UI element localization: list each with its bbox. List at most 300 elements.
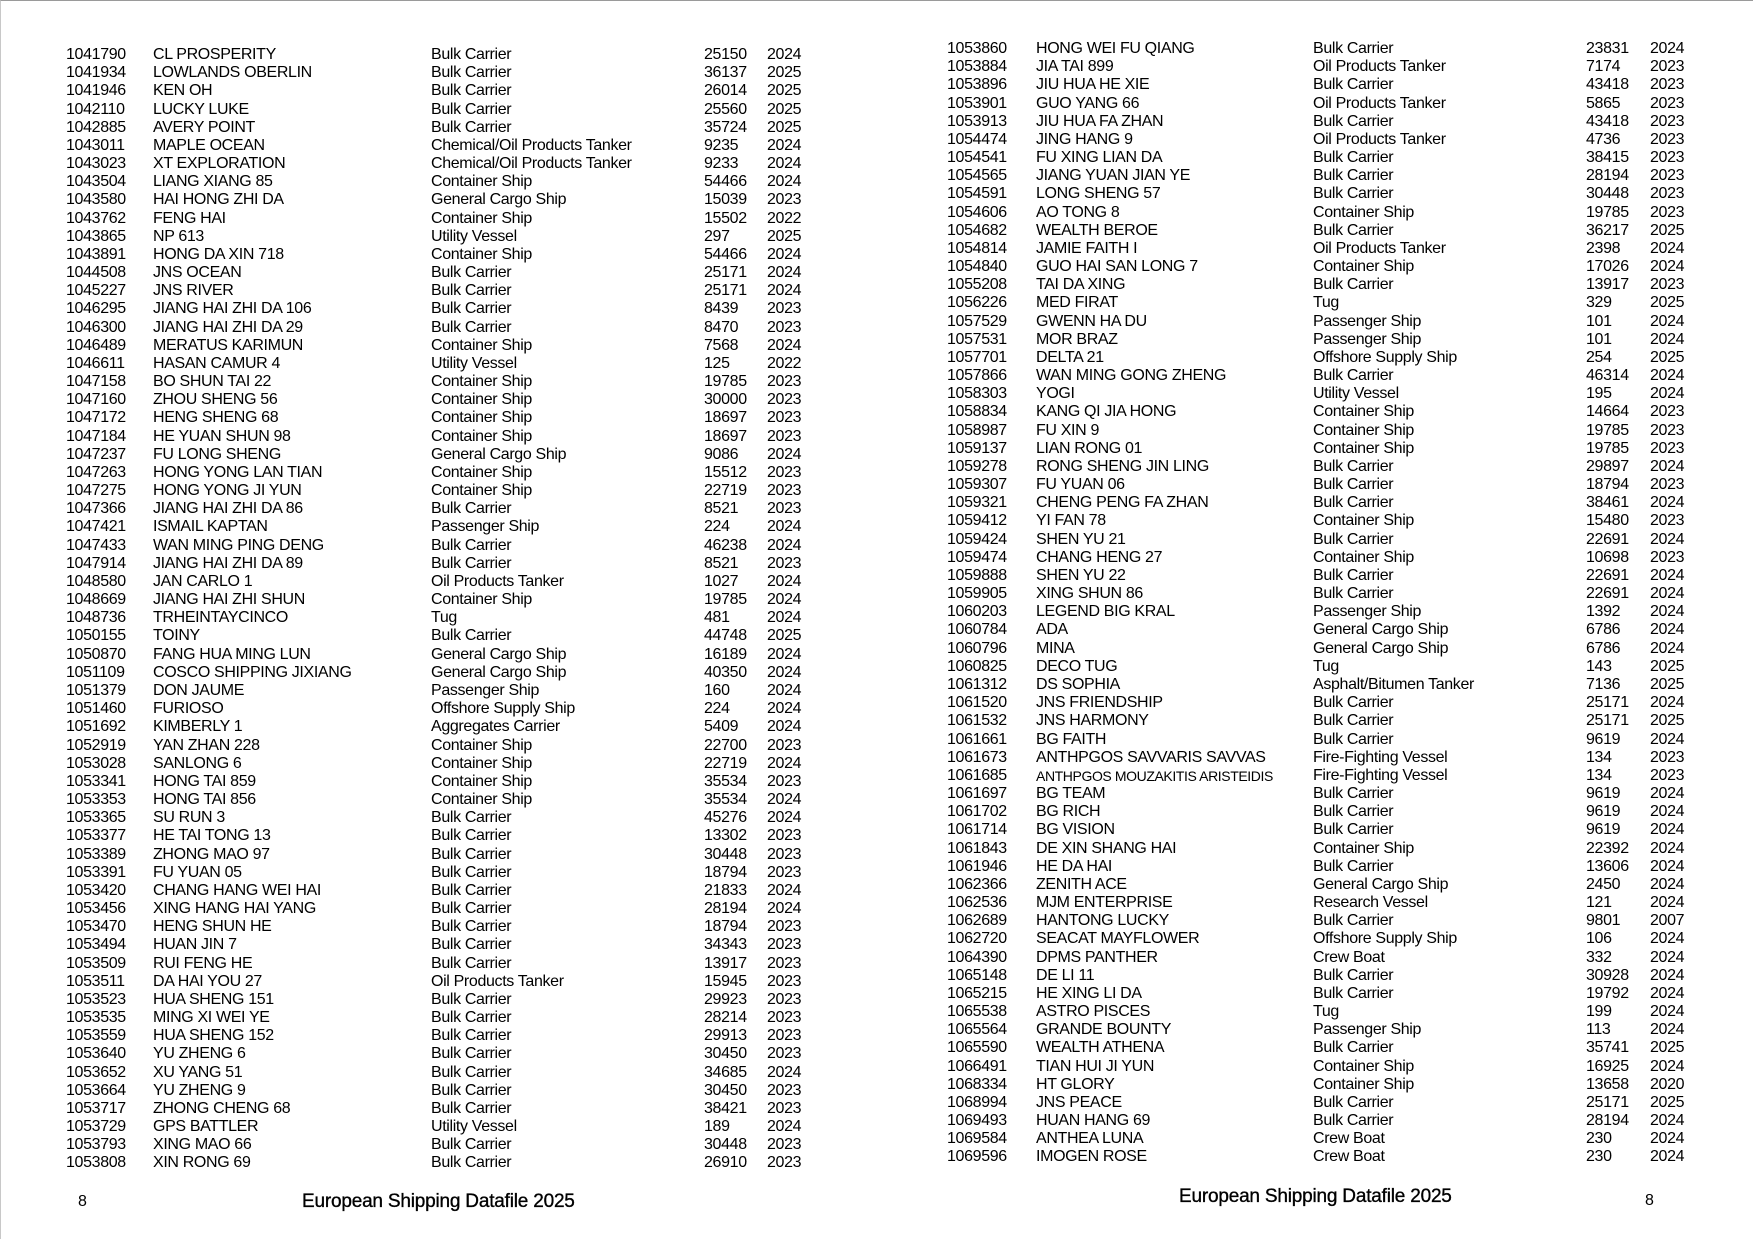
- year-built: 2020: [1650, 1075, 1685, 1093]
- year-built: 2024: [767, 700, 802, 718]
- vessel-name: FU LONG SHENG: [153, 445, 281, 463]
- year-built: 2024: [767, 264, 802, 281]
- vessel-type: Bulk Carrier: [1313, 112, 1394, 130]
- gross-tonnage: 189: [704, 1118, 730, 1135]
- table-row: [0, 737, 877, 755]
- year-built: 2023: [767, 300, 802, 318]
- vessel-id: 1059137: [947, 439, 1007, 457]
- year-built: 2024: [1650, 730, 1685, 748]
- gross-tonnage: 329: [1586, 294, 1612, 312]
- table-row: [0, 918, 877, 936]
- table-row: [0, 755, 877, 773]
- gross-tonnage: 13917: [1586, 276, 1629, 294]
- gross-tonnage: 14664: [1586, 403, 1629, 421]
- year-built: 2023: [767, 845, 802, 863]
- vessel-name: CHANG HANG WEI HAI: [153, 881, 321, 899]
- gross-tonnage: 13917: [704, 954, 747, 972]
- table-row: [877, 76, 1754, 94]
- vessel-name: MINA: [1036, 639, 1075, 657]
- table-row: [0, 991, 877, 1009]
- vessel-name: BG VISION: [1036, 821, 1115, 839]
- year-built: 2024: [1650, 1112, 1685, 1129]
- vessel-id: 1068334: [947, 1075, 1007, 1093]
- year-built: 2025: [767, 100, 802, 118]
- table-row: [877, 658, 1754, 676]
- year-built: 2024: [1650, 312, 1685, 330]
- gross-tonnage: 25150: [704, 46, 747, 63]
- vessel-name: JIANG HAI ZHI DA 89: [153, 554, 303, 572]
- vessel-type: Bulk Carrier: [431, 536, 512, 554]
- vessel-name: ZHONG MAO 97: [153, 845, 270, 863]
- vessel-id: 1061697: [947, 785, 1007, 802]
- table-row: [0, 537, 877, 555]
- vessel-name: WEALTH ATHENA: [1036, 1039, 1165, 1057]
- year-built: 2024: [767, 718, 802, 736]
- vessel-type: Bulk Carrier: [1313, 821, 1394, 839]
- vessel-id: 1046295: [66, 300, 126, 318]
- vessel-name: TRHEINTAYCINCO: [153, 609, 288, 627]
- vessel-id: 1051109: [66, 663, 125, 681]
- vessel-name: CL PROSPERITY: [153, 46, 276, 63]
- vessel-type: Asphalt/Bitumen Tanker: [1313, 676, 1474, 693]
- gross-tonnage: 19785: [704, 373, 747, 391]
- table-row: [0, 1027, 877, 1045]
- vessel-name: JIA TAI 899: [1036, 58, 1114, 76]
- vessel-type: Bulk Carrier: [431, 1027, 512, 1045]
- vessel-type: Bulk Carrier: [1313, 185, 1394, 203]
- vessel-id: 1061685: [947, 766, 1007, 784]
- vessel-id: 1053494: [66, 936, 126, 954]
- vessel-name: LUCKY LUKE: [153, 100, 249, 118]
- vessel-name: JIANG HAI ZHI SHUN: [153, 591, 305, 609]
- vessel-name: SHEN YU 22: [1036, 566, 1126, 584]
- vessel-type: Container Ship: [1313, 258, 1414, 275]
- vessel-id: 1053470: [66, 918, 126, 936]
- vessel-type: Bulk Carrier: [1313, 494, 1394, 512]
- vessel-type: General Cargo Ship: [431, 663, 567, 681]
- vessel-id: 1054474: [947, 130, 1007, 148]
- vessel-id: 1053456: [66, 900, 126, 917]
- vessel-type: Bulk Carrier: [431, 282, 512, 300]
- vessel-name: IMOGEN ROSE: [1036, 1148, 1147, 1166]
- table-row: [0, 137, 877, 155]
- year-built: 2022: [767, 209, 802, 227]
- gross-tonnage: 13302: [704, 827, 747, 845]
- gross-tonnage: 2450: [1586, 875, 1621, 893]
- table-row: [877, 113, 1754, 131]
- gross-tonnage: 40350: [704, 663, 747, 681]
- table-row: [877, 694, 1754, 712]
- vessel-id: 1053901: [947, 94, 1007, 112]
- vessel-type: Offshore Supply Ship: [1313, 930, 1457, 948]
- vessel-id: 1044508: [66, 264, 126, 281]
- vessel-id: 1066491: [947, 1057, 1007, 1075]
- gross-tonnage: 18794: [704, 863, 747, 881]
- gross-tonnage: 44748: [704, 627, 747, 645]
- vessel-name: GUO YANG 66: [1036, 94, 1140, 112]
- table-row: [877, 585, 1754, 603]
- year-built: 2024: [767, 536, 802, 554]
- year-built: 2023: [767, 500, 802, 518]
- vessel-name: RONG SHENG JIN LING: [1036, 457, 1209, 475]
- vessel-id: 1053377: [66, 827, 126, 845]
- gross-tonnage: 25171: [1586, 694, 1629, 712]
- year-built: 2024: [1650, 785, 1685, 802]
- vessel-name: GWENN HA DU: [1036, 312, 1147, 330]
- vessel-id: 1054541: [947, 149, 1007, 166]
- year-built: 2023: [767, 936, 802, 954]
- vessel-type: Container Ship: [1313, 439, 1414, 457]
- year-built: 2024: [767, 682, 802, 699]
- table-row: [0, 246, 877, 264]
- year-built: 2023: [1650, 766, 1685, 784]
- year-built: 2024: [1650, 1148, 1685, 1166]
- vessel-id: 1042110: [66, 100, 125, 118]
- vessel-name: DECO TUG: [1036, 657, 1118, 675]
- year-built: 2023: [1650, 112, 1685, 130]
- vessel-name: JIU HUA FA ZHAN: [1036, 112, 1164, 130]
- gross-tonnage: 26014: [704, 82, 747, 100]
- table-row: [877, 1021, 1754, 1039]
- gross-tonnage: 45276: [704, 809, 747, 827]
- year-built: 2024: [1650, 494, 1685, 512]
- vessel-id: 1054814: [947, 239, 1007, 257]
- gross-tonnage: 15039: [704, 191, 747, 209]
- year-built: 2024: [1650, 821, 1685, 839]
- vessel-type: Bulk Carrier: [1313, 221, 1394, 239]
- vessel-id: 1054591: [947, 185, 1007, 203]
- table-row: [877, 367, 1754, 385]
- vessel-type: Passenger Ship: [431, 518, 540, 536]
- table-row: [0, 464, 877, 482]
- gross-tonnage: 22719: [704, 482, 747, 500]
- table-row: [0, 101, 877, 119]
- vessel-id: 1048669: [66, 591, 126, 609]
- vessel-name: JIANG HAI ZHI DA 29: [153, 318, 303, 336]
- table-row: [0, 82, 877, 100]
- table-row: [0, 1154, 877, 1172]
- gross-tonnage: 28194: [704, 900, 747, 917]
- table-row: [0, 446, 877, 464]
- vessel-type: Oil Products Tanker: [1313, 130, 1446, 148]
- vessel-id: 1054682: [947, 221, 1007, 239]
- vessel-id: 1069493: [947, 1112, 1007, 1129]
- year-built: 2024: [767, 1118, 802, 1135]
- vessel-id: 1047184: [66, 427, 126, 445]
- vessel-id: 1056226: [947, 294, 1007, 312]
- year-built: 2023: [1650, 403, 1685, 421]
- vessel-id: 1042885: [66, 118, 126, 136]
- vessel-type: Passenger Ship: [1313, 312, 1422, 330]
- year-built: 2024: [1650, 258, 1685, 275]
- gross-tonnage: 16925: [1586, 1057, 1629, 1075]
- vessel-id: 1058987: [947, 421, 1007, 439]
- year-built: 2025: [767, 227, 802, 245]
- gross-tonnage: 17026: [1586, 258, 1629, 275]
- gross-tonnage: 4736: [1586, 130, 1621, 148]
- vessel-name: HENG SHENG 68: [153, 409, 279, 427]
- vessel-type: Container Ship: [431, 791, 532, 808]
- vessel-name: SEACAT MAYFLOWER: [1036, 930, 1200, 948]
- gross-tonnage: 9801: [1586, 912, 1621, 930]
- vessel-name: ZHOU SHENG 56: [153, 391, 278, 409]
- table-row: [877, 876, 1754, 894]
- gross-tonnage: 13606: [1586, 857, 1629, 875]
- vessel-type: Bulk Carrier: [431, 1045, 512, 1063]
- vessel-name: COSCO SHIPPING JIXIANG: [153, 663, 352, 681]
- vessel-name: BG RICH: [1036, 803, 1101, 821]
- vessel-id: 1065564: [947, 1021, 1007, 1039]
- vessel-id: 1047263: [66, 463, 126, 481]
- vessel-id: 1053509: [66, 954, 126, 972]
- year-built: 2023: [767, 1154, 802, 1172]
- year-built: 2024: [1650, 566, 1685, 584]
- gross-tonnage: 9235: [704, 136, 739, 154]
- vessel-type: Container Ship: [431, 209, 532, 227]
- gross-tonnage: 15480: [1586, 512, 1629, 530]
- vessel-type: Bulk Carrier: [431, 827, 512, 845]
- gross-tonnage: 43418: [1586, 76, 1629, 94]
- table-row: [0, 1009, 877, 1027]
- vessel-type: Container Ship: [431, 463, 532, 481]
- vessel-name: XIN RONG 69: [153, 1154, 251, 1172]
- vessel-type: Bulk Carrier: [431, 46, 512, 63]
- year-built: 2023: [767, 1081, 802, 1099]
- vessel-type: Chemical/Oil Products Tanker: [431, 136, 632, 154]
- vessel-type: Offshore Supply Ship: [431, 700, 575, 718]
- year-built: 2023: [767, 482, 802, 500]
- year-built: 2024: [1650, 367, 1685, 385]
- vessel-name: JIANG YUAN JIAN YE: [1036, 167, 1191, 185]
- gross-tonnage: 199: [1586, 1003, 1612, 1020]
- table-row: [877, 258, 1754, 276]
- vessel-id: 1060203: [947, 603, 1007, 621]
- year-built: 2024: [767, 282, 802, 300]
- table-row: [877, 385, 1754, 403]
- table-row: [0, 518, 877, 536]
- table-row: [0, 864, 877, 882]
- vessel-id: 1053365: [66, 809, 126, 827]
- gross-tonnage: 9619: [1586, 803, 1621, 821]
- vessel-type: Bulk Carrier: [431, 100, 512, 118]
- vessel-type: Bulk Carrier: [1313, 476, 1394, 494]
- year-built: 2023: [1650, 203, 1685, 221]
- vessel-id: 1053353: [66, 791, 126, 808]
- vessel-id: 1048736: [66, 609, 126, 627]
- year-built: 2024: [1650, 621, 1685, 639]
- gross-tonnage: 297: [704, 227, 730, 245]
- table-row: [877, 313, 1754, 331]
- table-row: [0, 119, 877, 137]
- table-row: [877, 95, 1754, 113]
- vessel-name: ADA: [1036, 621, 1068, 639]
- vessel-id: 1064390: [947, 948, 1007, 966]
- gross-tonnage: 134: [1586, 748, 1612, 766]
- vessel-name: KANG QI JIA HONG: [1036, 403, 1177, 421]
- table-row: [0, 191, 877, 209]
- year-built: 2024: [1650, 639, 1685, 657]
- vessel-id: 1053559: [66, 1027, 126, 1045]
- vessel-name: JIANG HAI ZHI DA 106: [153, 300, 312, 318]
- table-row: [877, 1094, 1754, 1112]
- vessel-type: Bulk Carrier: [431, 1063, 512, 1081]
- vessel-type: Container Ship: [1313, 548, 1414, 566]
- vessel-type: Bulk Carrier: [1313, 803, 1394, 821]
- vessel-type: Passenger Ship: [431, 682, 540, 699]
- table-row: [0, 827, 877, 845]
- gross-tonnage: 224: [704, 518, 730, 536]
- vessel-id: 1065590: [947, 1039, 1007, 1057]
- vessel-type: General Cargo Ship: [431, 445, 567, 463]
- gross-tonnage: 22691: [1586, 585, 1629, 603]
- vessel-type: Aggregates Carrier: [431, 718, 560, 736]
- vessel-type: Bulk Carrier: [1313, 694, 1394, 712]
- vessel-type: Bulk Carrier: [431, 118, 512, 136]
- vessel-type: Container Ship: [431, 173, 532, 191]
- vessel-type: Oil Products Tanker: [1313, 239, 1446, 257]
- table-row: [877, 40, 1754, 58]
- gross-tonnage: 19785: [704, 591, 747, 609]
- vessel-type: Oil Products Tanker: [431, 572, 564, 590]
- gross-tonnage: 254: [1586, 348, 1612, 366]
- gross-tonnage: 54466: [704, 173, 747, 191]
- vessel-id: 1053420: [66, 881, 126, 899]
- year-built: 2024: [767, 336, 802, 354]
- vessel-type: Bulk Carrier: [431, 500, 512, 518]
- year-built: 2025: [1650, 221, 1685, 239]
- vessel-type: Container Ship: [1313, 512, 1414, 530]
- gross-tonnage: 22392: [1586, 839, 1629, 857]
- year-built: 2024: [1650, 839, 1685, 857]
- year-built: 2024: [1650, 930, 1685, 948]
- gross-tonnage: 18794: [1586, 476, 1629, 494]
- vessel-type: Bulk Carrier: [1313, 857, 1394, 875]
- vessel-name: NP 613: [153, 227, 204, 245]
- gross-tonnage: 230: [1586, 1130, 1612, 1148]
- gross-tonnage: 28194: [1586, 1112, 1629, 1129]
- table-row: [0, 700, 877, 718]
- vessel-name: ANTHPGOS SAVVARIS SAVVAS: [1036, 748, 1266, 766]
- vessel-name: FU XIN 9: [1036, 421, 1099, 439]
- vessel-name: XT EXPLORATION: [153, 155, 286, 172]
- table-row: [877, 240, 1754, 258]
- vessel-type: Crew Boat: [1313, 1130, 1385, 1148]
- year-built: 2024: [767, 572, 802, 590]
- vessel-name: GUO HAI SAN LONG 7: [1036, 258, 1198, 275]
- year-built: 2024: [1650, 966, 1685, 984]
- vessel-id: 1043504: [66, 173, 126, 191]
- vessel-id: 1043580: [66, 191, 126, 209]
- gross-tonnage: 6786: [1586, 621, 1621, 639]
- vessel-type: Bulk Carrier: [1313, 530, 1394, 548]
- vessel-type: Bulk Carrier: [431, 809, 512, 827]
- year-built: 2023: [1650, 58, 1685, 76]
- table-row: [877, 840, 1754, 858]
- vessel-name: MED FIRAT: [1036, 294, 1118, 312]
- vessel-id: 1053535: [66, 1009, 126, 1026]
- vessel-type: Bulk Carrier: [1313, 149, 1394, 166]
- table-row: [0, 482, 877, 500]
- gross-tonnage: 22691: [1586, 530, 1629, 548]
- vessel-name: HE XING LI DA: [1036, 984, 1142, 1002]
- vessel-id: 1060825: [947, 657, 1007, 675]
- gross-tonnage: 38415: [1586, 149, 1629, 166]
- year-built: 2024: [767, 591, 802, 609]
- year-built: 2024: [1650, 330, 1685, 348]
- vessel-type: Bulk Carrier: [431, 936, 512, 954]
- vessel-type: Container Ship: [431, 391, 532, 409]
- gross-tonnage: 143: [1586, 657, 1612, 675]
- table-row: [0, 846, 877, 864]
- table-row: [877, 440, 1754, 458]
- table-row: [877, 676, 1754, 694]
- table-row: [0, 173, 877, 191]
- year-built: 2023: [1650, 512, 1685, 530]
- vessel-type: Fire-Fighting Vessel: [1313, 748, 1448, 766]
- gross-tonnage: 195: [1586, 385, 1612, 403]
- table-row: [877, 985, 1754, 1003]
- year-built: 2024: [1650, 875, 1685, 893]
- vessel-type: Container Ship: [431, 482, 532, 500]
- vessel-id: 1053664: [66, 1081, 126, 1099]
- vessel-id: 1047160: [66, 391, 126, 409]
- vessel-type: Bulk Carrier: [431, 863, 512, 881]
- table-row: [0, 337, 877, 355]
- vessel-type: Bulk Carrier: [431, 954, 512, 972]
- gross-tonnage: 28194: [1586, 167, 1629, 185]
- vessel-name: BO SHUN TAI 22: [153, 373, 272, 391]
- table-row: [0, 155, 877, 173]
- vessel-name: JIANG HAI ZHI DA 86: [153, 500, 303, 518]
- vessel-type: Bulk Carrier: [1313, 76, 1394, 94]
- table-row: [877, 1039, 1754, 1057]
- vessel-id: 1045227: [66, 282, 126, 300]
- gross-tonnage: 54466: [704, 245, 747, 263]
- vessel-name: HONG TAI 859: [153, 772, 256, 790]
- table-row: [877, 640, 1754, 658]
- footer-title: European Shipping Datafile 2025: [1179, 1186, 1452, 1207]
- vessel-name: JAN CARLO 1: [153, 572, 253, 590]
- year-built: 2025: [1650, 1093, 1685, 1111]
- vessel-id: 1058303: [947, 385, 1007, 403]
- vessel-type: Bulk Carrier: [1313, 785, 1394, 802]
- vessel-type: Passenger Ship: [1313, 1021, 1422, 1039]
- vessel-type: Bulk Carrier: [431, 900, 512, 917]
- vessel-id: 1057866: [947, 367, 1007, 385]
- table-row: [0, 718, 877, 736]
- table-row: [0, 210, 877, 228]
- vessel-name: TOINY: [153, 627, 200, 645]
- vessel-id: 1059321: [947, 494, 1007, 512]
- vessel-type: Crew Boat: [1313, 948, 1385, 966]
- vessel-type: General Cargo Ship: [1313, 875, 1449, 893]
- year-built: 2024: [767, 791, 802, 808]
- vessel-name: DELTA 21: [1036, 348, 1104, 366]
- vessel-name: HE TAI TONG 13: [153, 827, 271, 845]
- year-built: 2023: [1650, 149, 1685, 166]
- vessel-name: DON JAUME: [153, 682, 245, 699]
- table-row: [877, 930, 1754, 948]
- year-built: 2025: [1650, 676, 1685, 693]
- year-built: 2023: [767, 827, 802, 845]
- vessel-id: 1061673: [947, 748, 1007, 766]
- vessel-name: HONG YONG JI YUN: [153, 482, 302, 500]
- table-row: [877, 821, 1754, 839]
- vessel-name: JNS OCEAN: [153, 264, 242, 281]
- right-page: [877, 0, 1754, 1240]
- year-built: 2024: [1650, 585, 1685, 603]
- year-built: 2023: [1650, 476, 1685, 494]
